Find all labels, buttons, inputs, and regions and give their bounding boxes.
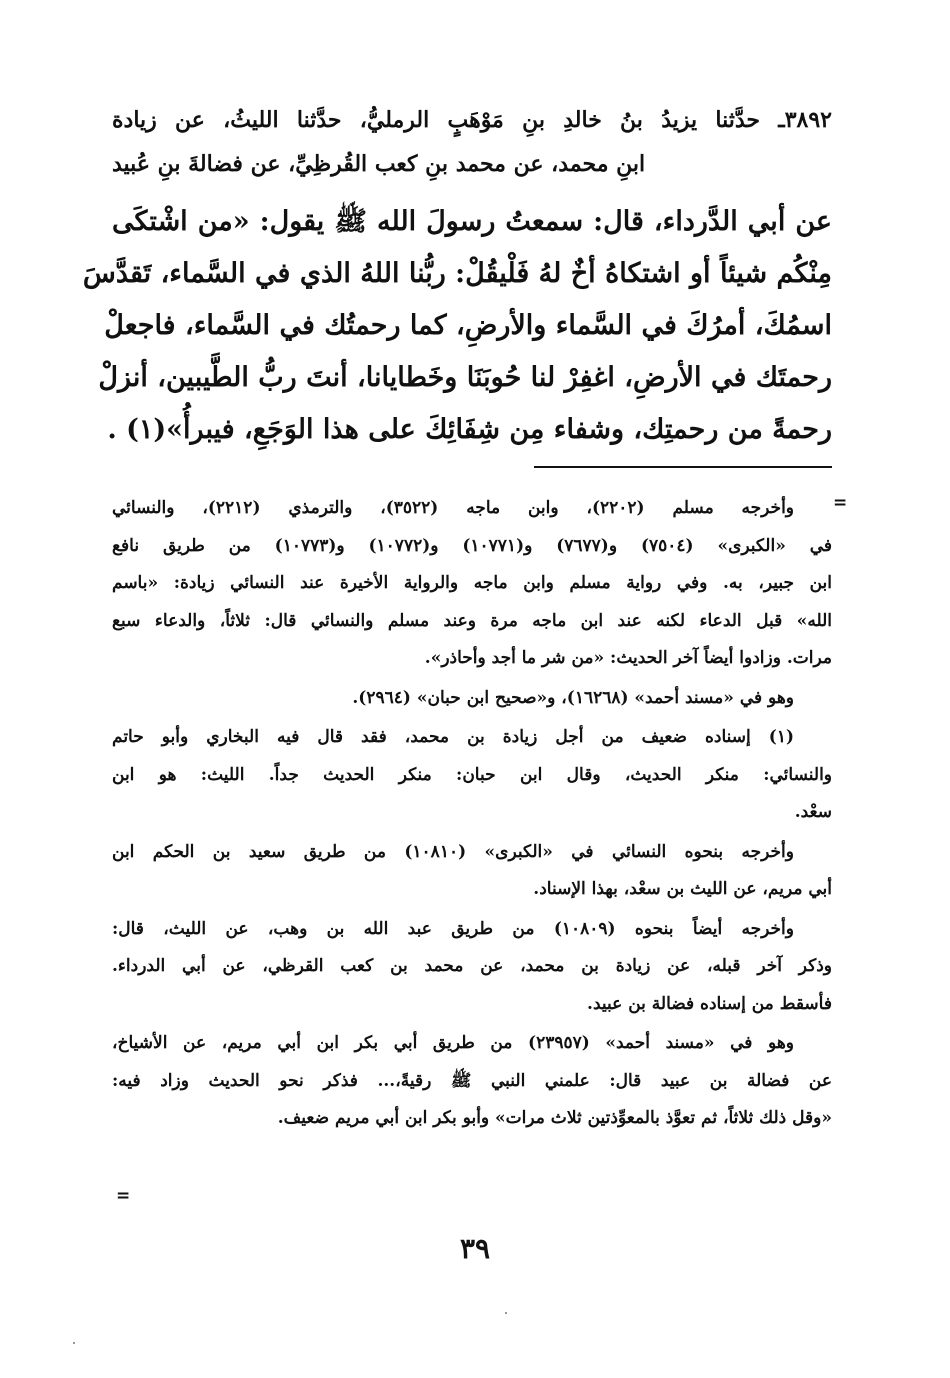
footnote-paragraph — [112, 719, 832, 832]
footnote-line: وأخرجه أيضاً بنحوه (١٠٨٠٩) من طريق عبد الله بن وهب، عن الليث، قال: — [112, 918, 794, 939]
footnote-paragraph — [112, 911, 832, 1024]
scan-speck — [73, 1342, 75, 1344]
footnote-line: وأخرجه بنحوه النسائي في «الكبرى» (١٠٨١٠) من طريق سعيد بن الحكم ابن — [112, 841, 794, 862]
footnote-line: في «الكبرى» (٧٥٠٤) و(٧٦٧٧) و(١٠٧٧١) و(١٠٧٧٢) و(١٠٧٧٣) من طريق نافع — [112, 535, 833, 556]
matn-line: مِنْكُم شيئاً أو اشتكاهُ أخٌ لهُ فَلْيقُلْ: ربُّنا اللهُ الذي في السَّماء، تَقدَّسَ — [82, 258, 832, 289]
footnote-line: وذكر آخر قبله، عن زيادة بن محمد، عن محمد بن كعب القرظي، عن أبي الدرداء. — [112, 956, 832, 976]
footnote-continuation-marker: = — [116, 1186, 131, 1206]
footnote-line: والنسائي: منكر الحديث، وقال ابن حبان: منكر الحديث جداً. الليث: هو ابن — [112, 764, 832, 785]
footnote-line: ابن جبير، به. وفي رواية مسلم وابن ماجه والرواية الأخيرة عند النسائي زيادة: «باسم — [112, 573, 832, 593]
footnote-separator — [534, 466, 832, 468]
footnote-line: عن فضالة بن عبيد قال: علمني النبي ﷺ رقيةً،... فذكر نحو الحديث وزاد فيه: — [112, 1070, 832, 1091]
hadith-text — [82, 196, 832, 456]
isnad-line: ابنِ محمد، عن محمد بنِ كعب القُرظِيِّ، عن فضالةَ بنِ عُبيد — [112, 151, 646, 177]
footnote-line: «وقل ذلك ثلاثاً، ثم تعوَّذ بالمعوِّذتين ثلاث مرات» وأبو بكر ابن أبي مريم ضعيف. — [277, 1108, 832, 1128]
scan-speck — [505, 1312, 507, 1314]
matn-line: اسمُكَ، أمرُكَ في السَّماء والأرضِ، كما رحمتُك في السَّماء، فاجعلْ — [104, 310, 832, 341]
footnote-continuation-marker: = — [833, 493, 848, 513]
matn-line: رحمتَك في الأرضِ، اغفِرْ لنا حُوبَنَا وخَطايانا، أنتَ ربُّ الطَّيبين، أنزلْ — [98, 362, 832, 393]
footnote-line: فأسقط من إسناده فضالة بن عبيد. — [587, 993, 832, 1014]
footnote-paragraph — [112, 834, 832, 909]
footnote-paragraph — [112, 680, 832, 718]
page-number: ٣٩ — [459, 1232, 491, 1265]
footnotes — [112, 490, 832, 1140]
footnote-line: وهو في «مسند أحمد» (٢٣٩٥٧) من طريق أبي بكر ابن أبي مريم، عن الأشياخ، — [112, 1033, 795, 1053]
footnote-line: مرات. وزادوا أيضاً آخر الحديث: «من شر ما أجد وأحاذر». — [424, 648, 832, 668]
footnote-line: سعْد. — [794, 802, 832, 822]
matn-line: عن أبي الدَّرداء، قال: سمعتُ رسولَ الله ﷺ يقول: «من اشْتكَى — [112, 206, 832, 237]
matn-line: رحمةً من رحمتِك، وشفاء مِن شِفَائِكَ على هذا الوَجَعِ، فيبرأُ»(١) . — [107, 414, 832, 445]
isnad-line: ٣٨٩٢ـ حدَّثنا يزيدُ بنُ خالدِ بنِ مَوْهَبٍ الرمليُّ، حدَّثنا الليثُ، عن زيادة — [112, 107, 832, 133]
footnote-line: (١) إسناده ضعيف من أجل زيادة بن محمد، فقد قال فيه البخاري وأبو حاتم — [112, 727, 794, 747]
footnote-paragraph — [112, 1025, 832, 1138]
hadith-isnad — [112, 98, 832, 186]
footnote-line: الله» قبل الدعاء لكنه عند ابن ماجه مرة وعند مسلم والنسائي قال: ثلاثاً، والدعاء سبع — [112, 610, 832, 631]
footnote-paragraph — [112, 490, 832, 678]
footnote-line: وهو في «مسند أحمد» (١٦٢٦٨)، و«صحيح ابن حبان» (٢٩٦٤). — [352, 687, 794, 708]
footnote-line: وأخرجه مسلم (٢٢٠٢)، وابن ماجه (٣٥٢٢)، والترمذي (٢٢١٢)، والنسائي — [112, 498, 794, 518]
footnote-line: أبي مريم، عن الليث بن سعْد، بهذا الإسناد. — [533, 879, 832, 899]
